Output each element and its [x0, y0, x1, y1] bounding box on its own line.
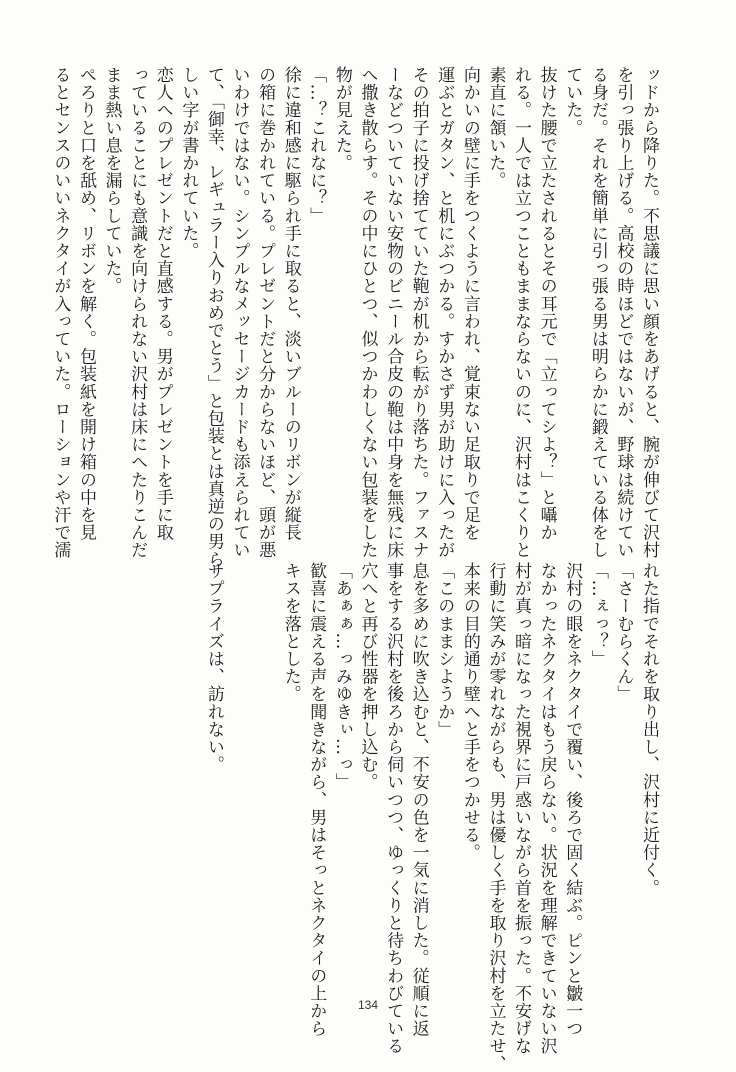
blank-column: [252, 562, 278, 992]
text-column: まま熱い息を漏らしていた。: [101, 66, 122, 295]
blank-column: [226, 562, 252, 992]
text-column: へ撒き散らす。その中にひとつ、似つかわしくない包装をした: [357, 66, 378, 559]
text-column: るとセンスのいいネクタイが入っていた。ローションや汗で濡: [50, 66, 71, 559]
text-column: 「あぁぁ…っみゆきぃ…っ」: [331, 562, 352, 791]
text-column: 恋人へのプレゼントだと直感する。男がプレゼントを手に取: [152, 66, 173, 542]
text-column: 「…？これなに？」: [306, 66, 327, 225]
text-column: しい字が書かれていた。: [178, 66, 199, 260]
text-column: れる。一人では立つこともままならないのに、沢村はこくりと: [511, 66, 532, 559]
text-column: その拍子に投げ捨てていた鞄が机から転がり落ちた。ファスナ: [408, 66, 429, 559]
text-column: 穴へと再び性器を押し込む。: [357, 562, 378, 791]
text-column: 息を多めに吹き込むと、不安の色を一気に消した。従順に返: [408, 562, 429, 1038]
text-column: っていることにも意識を向けられない沢村は床にへたりこんだ: [127, 66, 148, 559]
text-column: ぺろりと口を舐め、リボンを解く。包装紙を開け箱の中を見: [75, 66, 96, 542]
text-column: ッドから降りた。不思議に思い顔をあげると、腕が伸びて沢村: [639, 66, 659, 559]
text-column: を引っ張り上げる。高校の時ほどではないが、野球は続けてい: [613, 66, 634, 559]
text-column: 物が見えた。: [331, 66, 352, 172]
text-column: キスを落とした。: [280, 562, 301, 703]
text-column: て、「御幸、レギュラー入りおめでとう」と包装とは真逆の男ら: [203, 66, 224, 568]
text-column: いわけではない。シンプルなメッセージカードも添えられてい: [229, 66, 250, 559]
closing-line: サプライズは、訪れない。: [203, 562, 224, 774]
text-column: 「…ぇっ？」: [587, 562, 608, 668]
text-column: 本来の目的通り壁へと手をつかせる。: [459, 562, 480, 862]
text-column: 「さーむらくん」: [613, 562, 634, 703]
text-column: の箱に巻かれている。プレゼントだと分からないほど、頭が悪: [255, 66, 276, 559]
text-column: 行動に笑みが零れながらも、男は優しく手を取り沢村を立たせ、: [485, 562, 506, 1072]
text-column: る身だ。それを簡単に引っ張る男は明らかに鍛えている体をし: [587, 66, 608, 559]
text-column: 事をする沢村を後ろから伺いつつ、ゆっくりと待ちわびている: [383, 562, 404, 1055]
text-column: れた指でそれを取り出し、沢村に近付く。: [639, 562, 659, 897]
text-column: 「このままシようか」: [434, 562, 455, 738]
page-number: 134: [357, 998, 379, 1012]
text-column: 抜けた腰で立たされるとその耳元で「立ってシよ？」と囁か: [536, 66, 557, 542]
text-column: 素直に頷いた。: [485, 66, 506, 190]
text-column: 歓喜に震える声を聞きながら、男はそっとネクタイの上から: [306, 562, 327, 1038]
text-column: ていた。: [562, 66, 583, 137]
text-column: ーなどついていない安物のビニール合皮の鞄は中身を無残に床: [383, 66, 404, 559]
text-column: 向かいの壁に手をつくように言われ、覚束ない足取りで足を: [459, 66, 480, 542]
text-column: 沢村の眼をネクタイで覆い、後ろで固く結ぶ。ピンと皺一つ: [562, 562, 583, 1038]
top-text-block: [47, 66, 661, 568]
text-column: 徐に違和感に駆られ手に取ると、淡いブルーのリボンが縦長: [280, 66, 301, 542]
text-column: 運ぶとガタン、と机にぶつかる。すかさず男が助けに入ったが: [434, 66, 455, 559]
text-column: 村が真っ暗になった視界に戸惑いながら首を振った。不安げな: [511, 562, 532, 1055]
text-column: なかったネクタイはもう戻らない。状況を理解できていない沢: [536, 562, 557, 1055]
